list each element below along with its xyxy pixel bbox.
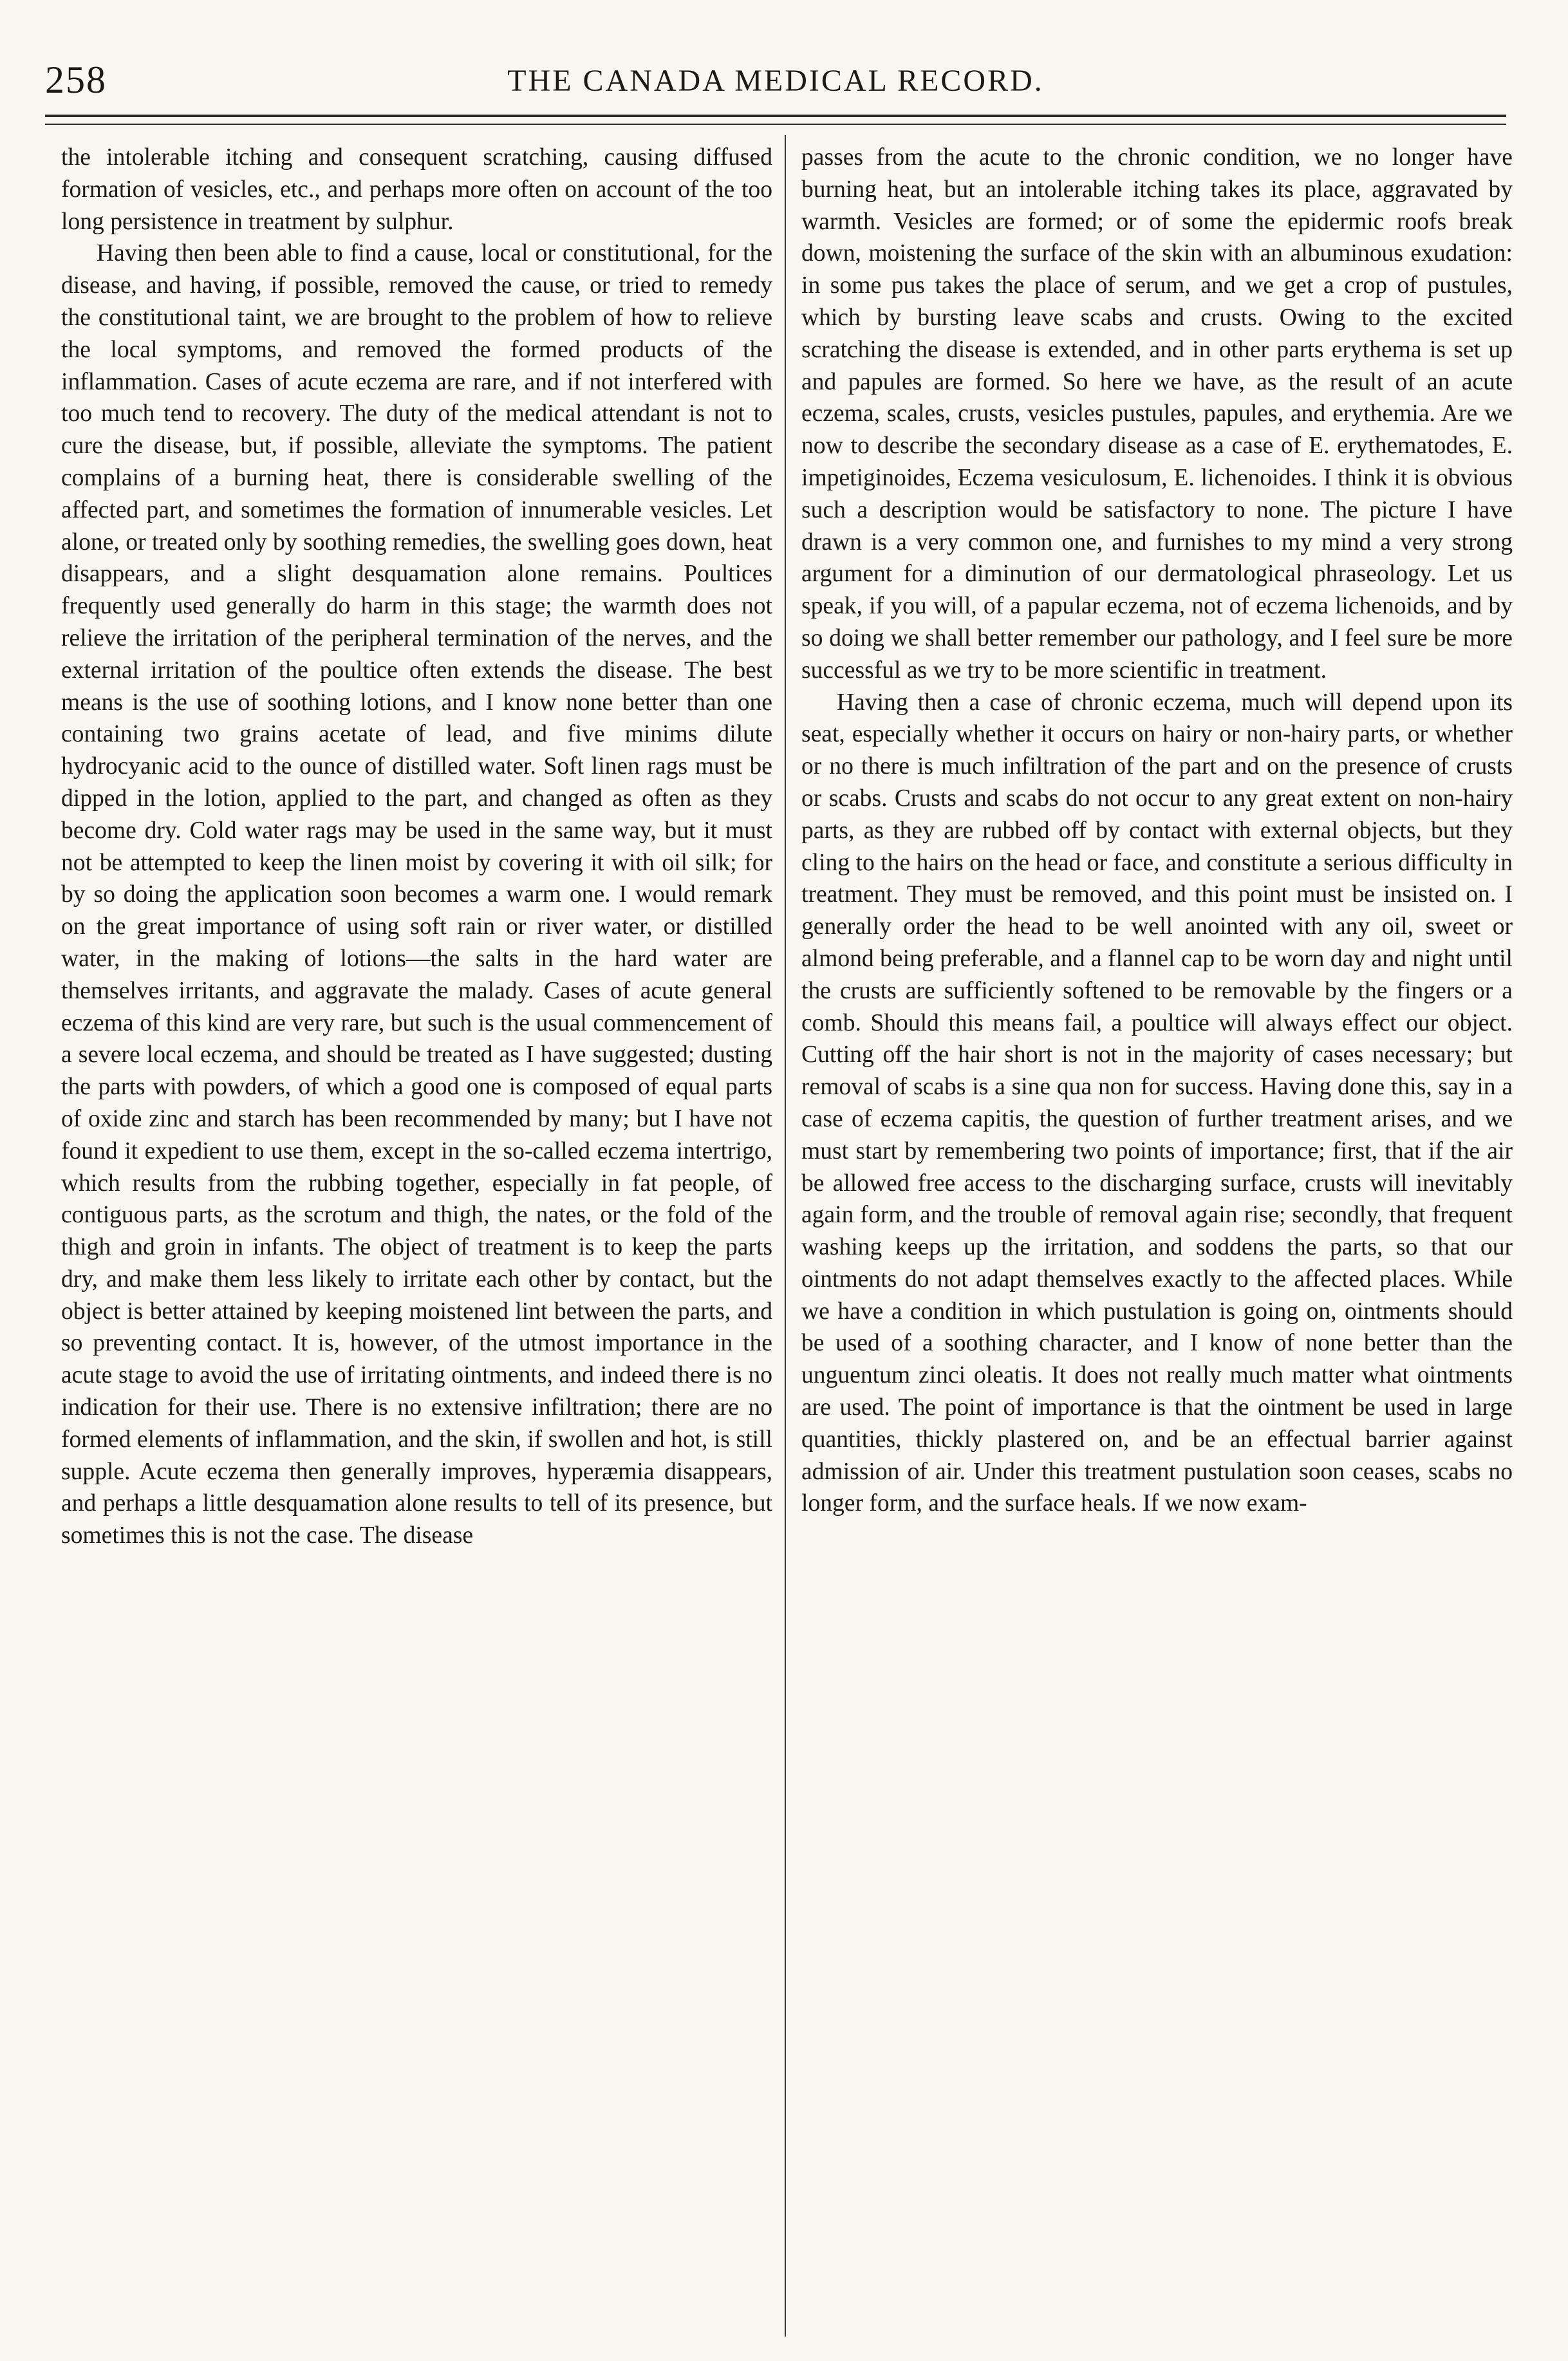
page-number: 258 bbox=[45, 59, 107, 101]
right-paragraph-1: passes from the acute to the chronic condition, we no longer have burning heat, but an intolerable itching takes its place, aggravated by warmth. Vesicles are formed; or of some the epidermic roofs break down, moistening the surface of the skin with an albuminous exudation: in some pus takes the place of serum, and we get a crop of pustules, which by bursting leave scabs and crusts. Owing to the excited scratching the disease is extended, and in other parts erythema is set up and papules are formed. So here we have, as the result of an acute eczema, scales, crusts, vesicles pustules, papules, and erythemia. Are we now to describe the secondary disease as a case of E. erythematodes, E. impetiginoides, Eczema vesiculosum, E. lichenoides. I think it is obvious such a description would be satisfactory to none. The picture I have drawn is a very common one, and furnishes to my mind a very strong argument for a diminution of our dermatological phraseology. Let us speak, if you will, of a papular eczema, not of eczema lichenoids, and by so doing we shall better remember our pathology, and I feel sure be more successful as we try to be more scientific in treatment. bbox=[801, 144, 1513, 684]
column-divider bbox=[785, 135, 786, 2337]
page-header bbox=[45, 26, 1506, 103]
left-column bbox=[61, 142, 772, 2343]
right-paragraph-2: Having then a case of chronic eczema, much will depend upon its seat, especially whether it occurs on hairy or non-hairy parts, or whether or no there is much infiltration of the part and on the presence of crusts or scabs. Crusts and scabs do not occur to any great extent on non-hairy parts, as they are rubbed off by contact with external objects, but they cling to the hairs on the head or face, and constitute a serious difficulty in treatment. They must be removed, and this point must be insisted on. I generally order the head to be well anointed with any oil, sweet or almond being preferable, and a flannel cap to be worn day and night until the crusts are sufficiently softened to be removable by the fingers or a comb. Should this means fail, a poultice will always effect our object. Cutting off the hair short is not in the majority of cases necessary; but removal of scabs is a sine qua non for success. Having done this, say in a case of eczema capitis, the question of further treatment arises, and we must start by remembering two points of importance; first, that if the air be allowed free access to the discharging surface, crusts will inevitably again form, and the trouble of removal again rise; secondly, that frequent washing keeps up the irritation, and soddens the parts, so that our ointments do not adapt themselves exactly to the affected places. While we have a condition in which pustulation is going on, ointments should be used of a soothing character, and I know of none better than the unguentum zinci oleatis. It does not really much matter what ointments are used. The point of importance is that the ointment be used in large quantities, thickly plastered on, and be an effectual barrier against admission of air. Under this treatment pustulation soon ceases, scabs no longer form, and the surface heals. If we now exam- bbox=[801, 689, 1513, 1517]
header-rule bbox=[45, 115, 1506, 125]
journal-title: THE CANADA MEDICAL RECORD. bbox=[507, 64, 1044, 98]
right-column bbox=[801, 142, 1513, 2343]
left-paragraph-2: Having then been able to find a cause, local or constitutional, for the disease, and having, if possible, removed the cause, or tried to remedy the constitutional taint, we are brought to the problem of how to relieve the local symptoms, and removed the formed products of the inflammation. Cases of acute eczema are rare, and if not interfered with too much tend to recovery. The duty of the medical attendant is not to cure the disease, but, if possible, alleviate the symptoms. The patient complains of a burning heat, there is considerable swelling of the affected part, and sometimes the formation of innumerable vesicles. Let alone, or treated only by soothing remedies, the swelling goes down, heat disappears, and a slight desquamation alone remains. Poultices frequently used generally do harm in this stage; the warmth does not relieve the irritation of the peripheral termination of the nerves, and the external irritation of the poultice often extends the disease. The best means is the use of soothing lotions, and I know none better than one containing two grains acetate of lead, and five minims dilute hydrocyanic acid to the ounce of distilled water. Soft linen rags must be dipped in the lotion, applied to the part, and changed as often as they become dry. Cold water rags may be used in the same way, but it must not be attempted to keep the linen moist by covering it with oil silk; for by so doing the application soon becomes a warm one. I would remark on the great importance of using soft rain or river water, or distilled water, in the making of lotions—the salts in the hard water are themselves irritants, and aggravate the malady. Cases of acute general eczema of this kind are very rare, but such is the usual commencement of a severe local eczema, and should be treated as I have suggested; dusting the parts with powders, of which a good one is composed of equal parts of oxide zinc and starch has been recommended by many; but I have not found it expedient to use them, except in the so-called eczema intertrigo, which results from the rubbing together, especially in fat people, of contiguous parts, as the scrotum and thigh, the nates, or the fold of the thigh and groin in infants. The object of treatment is to keep the parts dry, and make them less likely to irritate each other by contact, but the object is better attained by keeping moistened lint between the parts, and so preventing contact. It is, however, of the utmost importance in the acute stage to avoid the use of irritating ointments, and indeed there is no indication for their use. There is no extensive infiltration; there are no formed elements of inflammation, and the skin, if swollen and hot, is still supple. Acute eczema then generally improves, hyperæmia disappears, and perhaps a little desquamation alone results to tell of its presence, but sometimes this is not the case. The disease bbox=[61, 240, 772, 1549]
left-paragraph-1: the intolerable itching and consequent scratching, causing diffused formation of vesicles, etc., and perhaps more often on account of the too long persistence in treatment by sulphur. bbox=[61, 144, 772, 235]
